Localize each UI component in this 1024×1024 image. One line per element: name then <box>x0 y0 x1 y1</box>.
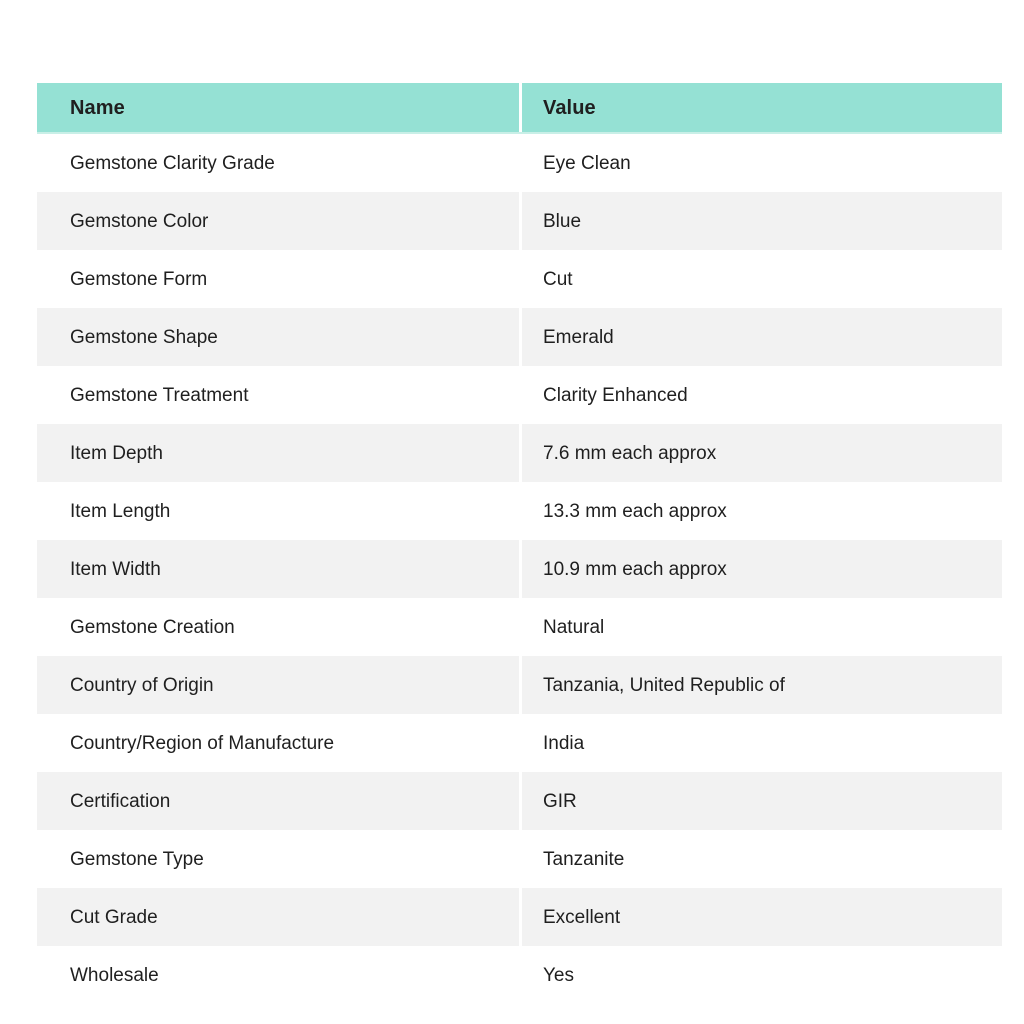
row-value-cell: Clarity Enhanced <box>543 384 688 406</box>
table-row <box>37 598 1002 656</box>
row-name-cell: Wholesale <box>37 946 522 1004</box>
row-value-cell: 10.9 mm each approx <box>543 558 727 580</box>
row-name-cell: Gemstone Form <box>37 250 522 308</box>
row-value-cell: Natural <box>543 616 605 638</box>
row-name-cell: Country/Region of Manufacture <box>37 714 522 772</box>
row-name-cell: Item Length <box>37 482 522 540</box>
table-row <box>37 888 1002 946</box>
row-name-cell: Certification <box>37 772 522 830</box>
row-value-cell: Excellent <box>543 906 621 928</box>
row-name-cell: Gemstone Color <box>37 192 522 250</box>
row-name-cell: Gemstone Type <box>37 830 522 888</box>
table-row <box>37 714 1002 772</box>
row-value-cell: Emerald <box>543 326 614 348</box>
row-value-cell: Cut <box>543 268 573 290</box>
table-row <box>37 250 1002 308</box>
table-row <box>37 540 1002 598</box>
row-name-cell: Gemstone Shape <box>37 308 522 366</box>
row-name-cell: Cut Grade <box>37 888 522 946</box>
row-value-cell: GIR <box>543 790 577 812</box>
row-name-cell: Item Width <box>37 540 522 598</box>
table-row <box>37 308 1002 366</box>
row-value-cell: Eye Clean <box>543 152 631 174</box>
table-row <box>37 830 1002 888</box>
table-row <box>37 192 1002 250</box>
table-row <box>37 424 1002 482</box>
header-cell-value: Value <box>543 96 596 119</box>
row-value-cell: India <box>543 732 585 754</box>
row-value-cell: 7.6 mm each approx <box>543 442 717 464</box>
table-header-row <box>37 83 1002 134</box>
table-row <box>37 656 1002 714</box>
row-name-cell: Country of Origin <box>37 656 522 714</box>
table-row <box>37 772 1002 830</box>
row-value-cell: Tanzanite <box>543 848 625 870</box>
header-cell-name: Name <box>37 83 522 132</box>
row-value-cell: Blue <box>543 210 582 232</box>
row-value-cell: Tanzania, United Republic of <box>543 674 785 696</box>
row-name-cell: Gemstone Creation <box>37 598 522 656</box>
table-row <box>37 946 1002 1004</box>
row-name-cell: Gemstone Treatment <box>37 366 522 424</box>
table-body <box>37 134 1002 1004</box>
item-specifics-table <box>37 83 1002 1004</box>
row-name-cell: Gemstone Clarity Grade <box>37 134 522 192</box>
row-value-cell: 13.3 mm each approx <box>543 500 727 522</box>
table-row <box>37 134 1002 192</box>
table-row <box>37 366 1002 424</box>
row-name-cell: Item Depth <box>37 424 522 482</box>
row-value-cell: Yes <box>543 964 574 986</box>
table-row <box>37 482 1002 540</box>
